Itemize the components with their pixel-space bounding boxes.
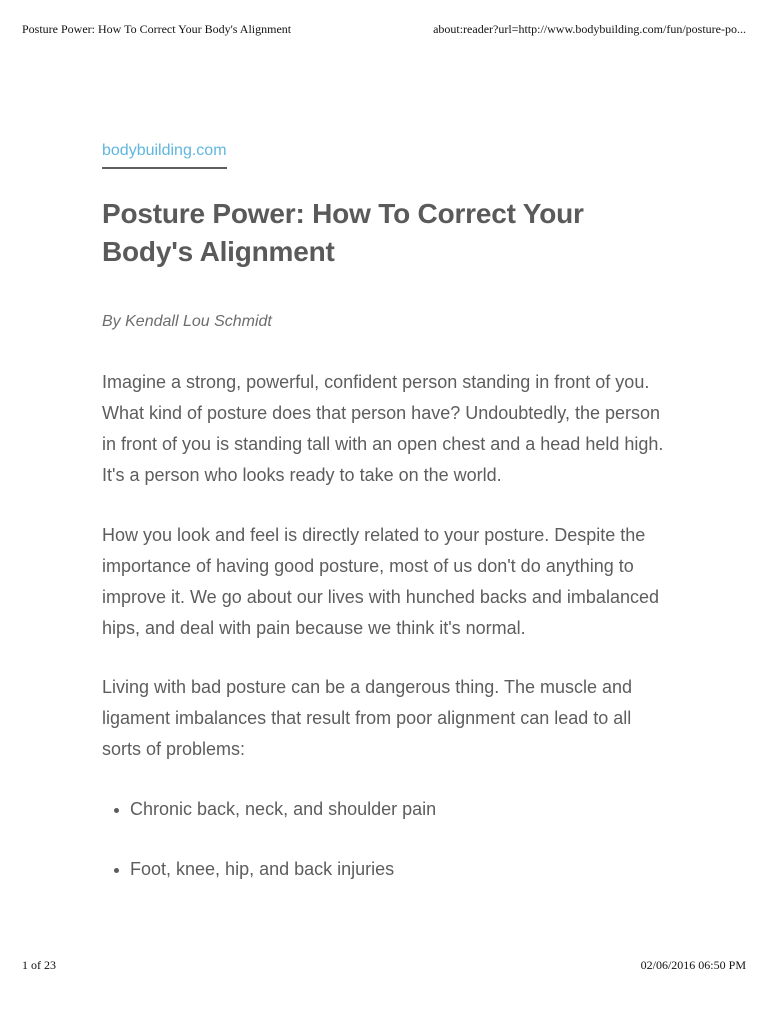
bullet-icon (114, 868, 119, 873)
article-paragraph: Imagine a strong, powerful, confident person standing in front of you. What kind of posture does that person have? Undoubtedly, the person in front of you is standing tall with an open chest and a head held high. It's a person who looks ready to take on the world. (102, 372, 664, 485)
reader-article (102, 140, 672, 914)
print-footer (22, 958, 746, 973)
print-header (22, 22, 746, 37)
list-item (102, 854, 672, 885)
article-paragraph: Living with bad posture can be a dangerous thing. The muscle and ligament imbalances that result from poor alignment can lead to all sorts of problems: (102, 677, 633, 759)
page-counter: 1 of 23 (22, 958, 56, 972)
print-header-title: Posture Power: How To Correct Your Body's Alignment (22, 22, 292, 36)
print-timestamp: 02/06/2016 06:50 PM (640, 958, 746, 972)
list-item-text: Chronic back, neck, and shoulder pain (130, 799, 437, 819)
article-paragraph: How you look and feel is directly related to your posture. Despite the importance of having good posture, most of us don't do anything to improve it. We go about our lives with hunched backs and imbalanced hips, and deal with pain because we think it's normal. (102, 525, 659, 638)
print-header-url: about:reader?url=http://www.bodybuilding.com/fun/posture-po... (433, 22, 746, 36)
article-byline: By Kendall Lou Schmidt (102, 313, 272, 330)
article-title: Posture Power: How To Correct Your Body's Alignment (102, 198, 584, 267)
list-item-text: Foot, knee, hip, and back injuries (130, 859, 395, 879)
bullet-list (102, 794, 672, 885)
bullet-icon (114, 808, 119, 813)
list-item (102, 794, 672, 825)
site-link[interactable]: bodybuilding.com (102, 140, 227, 169)
